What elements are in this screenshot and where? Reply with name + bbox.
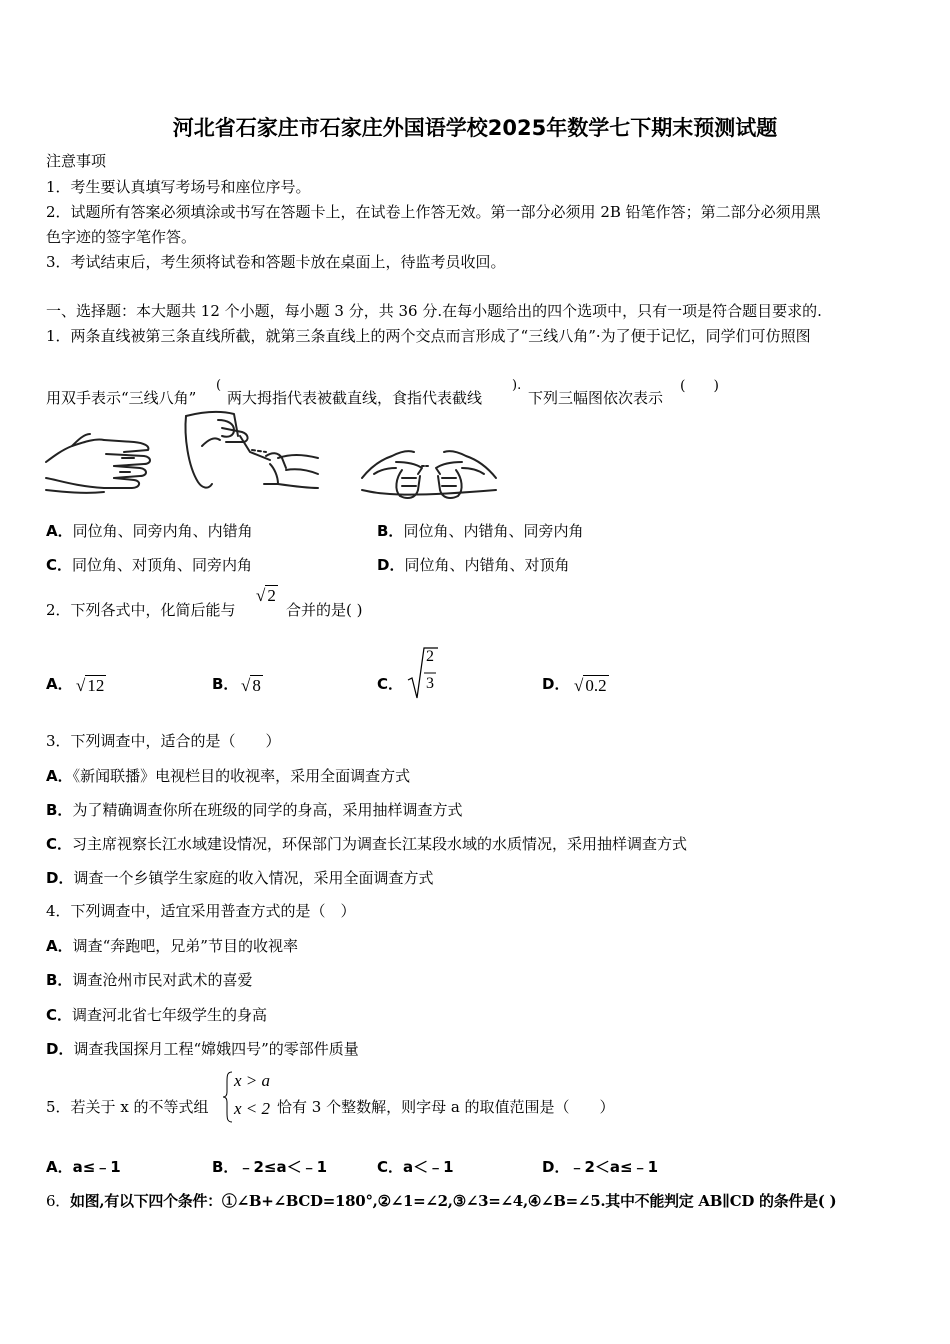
option-2d-value[interactable]: √ 0.2 [574, 676, 607, 695]
question-6: 6．如图,有以下四个条件：①∠B+∠BCD=180°,②∠1=∠2,③∠3=∠4,④∠B=∠5.其中不能判定 AB∥CD 的条件是( ) [46, 1192, 837, 1210]
notice-heading: 注意事项 [46, 152, 107, 170]
option-1c[interactable]: C．同位角、对顶角、同旁内角 [46, 556, 253, 574]
option-5d[interactable]: D．﹣2＜a≤﹣1 [542, 1158, 659, 1176]
question-5: 5．若关于 x 的不等式组 [46, 1098, 209, 1116]
question-4: 4．下列调查中，适宜采用普查方式的是（ ） [46, 902, 356, 920]
option-5a[interactable]: A．a≤﹣1 [46, 1158, 121, 1176]
option-3a[interactable]: A．《新闻联播》电视栏目的收视率，采用全面调查方式 [46, 767, 411, 785]
question-text: 合并的是( ) [286, 601, 363, 619]
hands-figure-1-icon [44, 428, 156, 498]
option-5b[interactable]: B．﹣2≤a＜﹣1 [212, 1158, 328, 1176]
question-2: 2．下列各式中，化简后能与 [46, 601, 236, 619]
question-3: 3．下列调查中，适合的是（ ） [46, 732, 281, 750]
option-4c[interactable]: C．调查河北省七年级学生的身高 [46, 1006, 268, 1024]
option-2b-value[interactable]: √ 8 [241, 676, 261, 695]
option-1d[interactable]: D．同位角、内错角、对顶角 [377, 556, 570, 574]
notice-item: 1．考生要认真填写考场号和座位序号。 [46, 178, 311, 196]
option-3c[interactable]: C．习主席视察长江水域建设情况，环保部门为调查长江某段水域的水质情况，采用抽样调查方式 [46, 835, 688, 853]
option-3d[interactable]: D．调查一个乡镇学生家庭的收入情况，采用全面调查方式 [46, 869, 434, 887]
option-1a[interactable]: A．同位角、同旁内角、内错角 [46, 522, 253, 540]
radical-sqrt2: √ 2 [256, 586, 276, 605]
option-2d-label[interactable]: D． [542, 675, 570, 693]
question-number: 1． [46, 327, 71, 345]
option-4d[interactable]: D．调查我国探月工程“嫦娥四号”的零部件质量 [46, 1040, 359, 1058]
question-1-line-2 [46, 388, 196, 408]
notice-item: 色字迹的签字笔作答。 [46, 228, 197, 246]
question-text: 用双手表示“三线八角” [46, 389, 197, 407]
hands-figure-3-icon [360, 444, 498, 502]
option-3b[interactable]: B．为了精确调查你所在班级的同学的身高，采用抽样调查方式 [46, 801, 463, 819]
option-2b-label[interactable]: B． [212, 675, 239, 693]
option-2a-label[interactable]: A． [46, 675, 73, 693]
option-1b[interactable]: B．同位角、内错角、同旁内角 [377, 522, 584, 540]
question-text: 下列三幅图依次表示 [528, 389, 664, 407]
option-4a[interactable]: A．调查“奔跑吧，兄弟”节目的收视率 [46, 937, 298, 955]
question-text: 恰有 3 个整数解，则字母 a 的取值范围是（ ） [277, 1098, 615, 1116]
option-2c-value[interactable] [406, 646, 440, 700]
fraction-denominator: 3 [426, 675, 434, 692]
notice-item: 3．考试结束后，考生须将试卷和答题卡放在桌面上，待监考员收回。 [46, 253, 506, 271]
question-text: 两条直线被第三条直线所截，就第三条直线上的两个交点而言形成了“三线八角”·为了便于记忆，同学们可仿照图 [70, 327, 811, 345]
question-1 [46, 326, 811, 346]
section-heading: 一、选择题：本大题共 12 个小题，每小题 3 分，共 36 分.在每小题给出的四个选项中，只有一项是符合题目要求的. [46, 302, 822, 320]
notice-item: 2．试题所有答案必须填涂或书写在答题卡上，在试卷上作答无效。第一部分必须用 2B 铅笔作答；第二部分必须用黑 [46, 203, 821, 221]
paren-open: ( [216, 378, 222, 393]
page-title: 河北省石家庄市石家庄外国语学校2025年数学七下期末预测试题 [172, 116, 778, 140]
inequality-1: x > a [234, 1071, 271, 1090]
fraction-numerator: 2 [426, 648, 434, 665]
brace-icon [222, 1070, 234, 1124]
answer-paren: ( ) [680, 378, 719, 394]
question-text: 两大拇指代表被截直线，食指代表截线 [227, 389, 483, 407]
option-2c-label[interactable]: C． [377, 675, 404, 693]
option-2a-value[interactable]: √ 12 [76, 676, 105, 695]
hands-figure-2-icon [182, 406, 322, 498]
paren-close: ). [512, 378, 522, 393]
option-5c[interactable]: C．a＜﹣1 [377, 1158, 454, 1176]
option-4b[interactable]: B．调查沧州市民对武术的喜爱 [46, 971, 253, 989]
inequality-2: x < 2 [234, 1099, 271, 1118]
